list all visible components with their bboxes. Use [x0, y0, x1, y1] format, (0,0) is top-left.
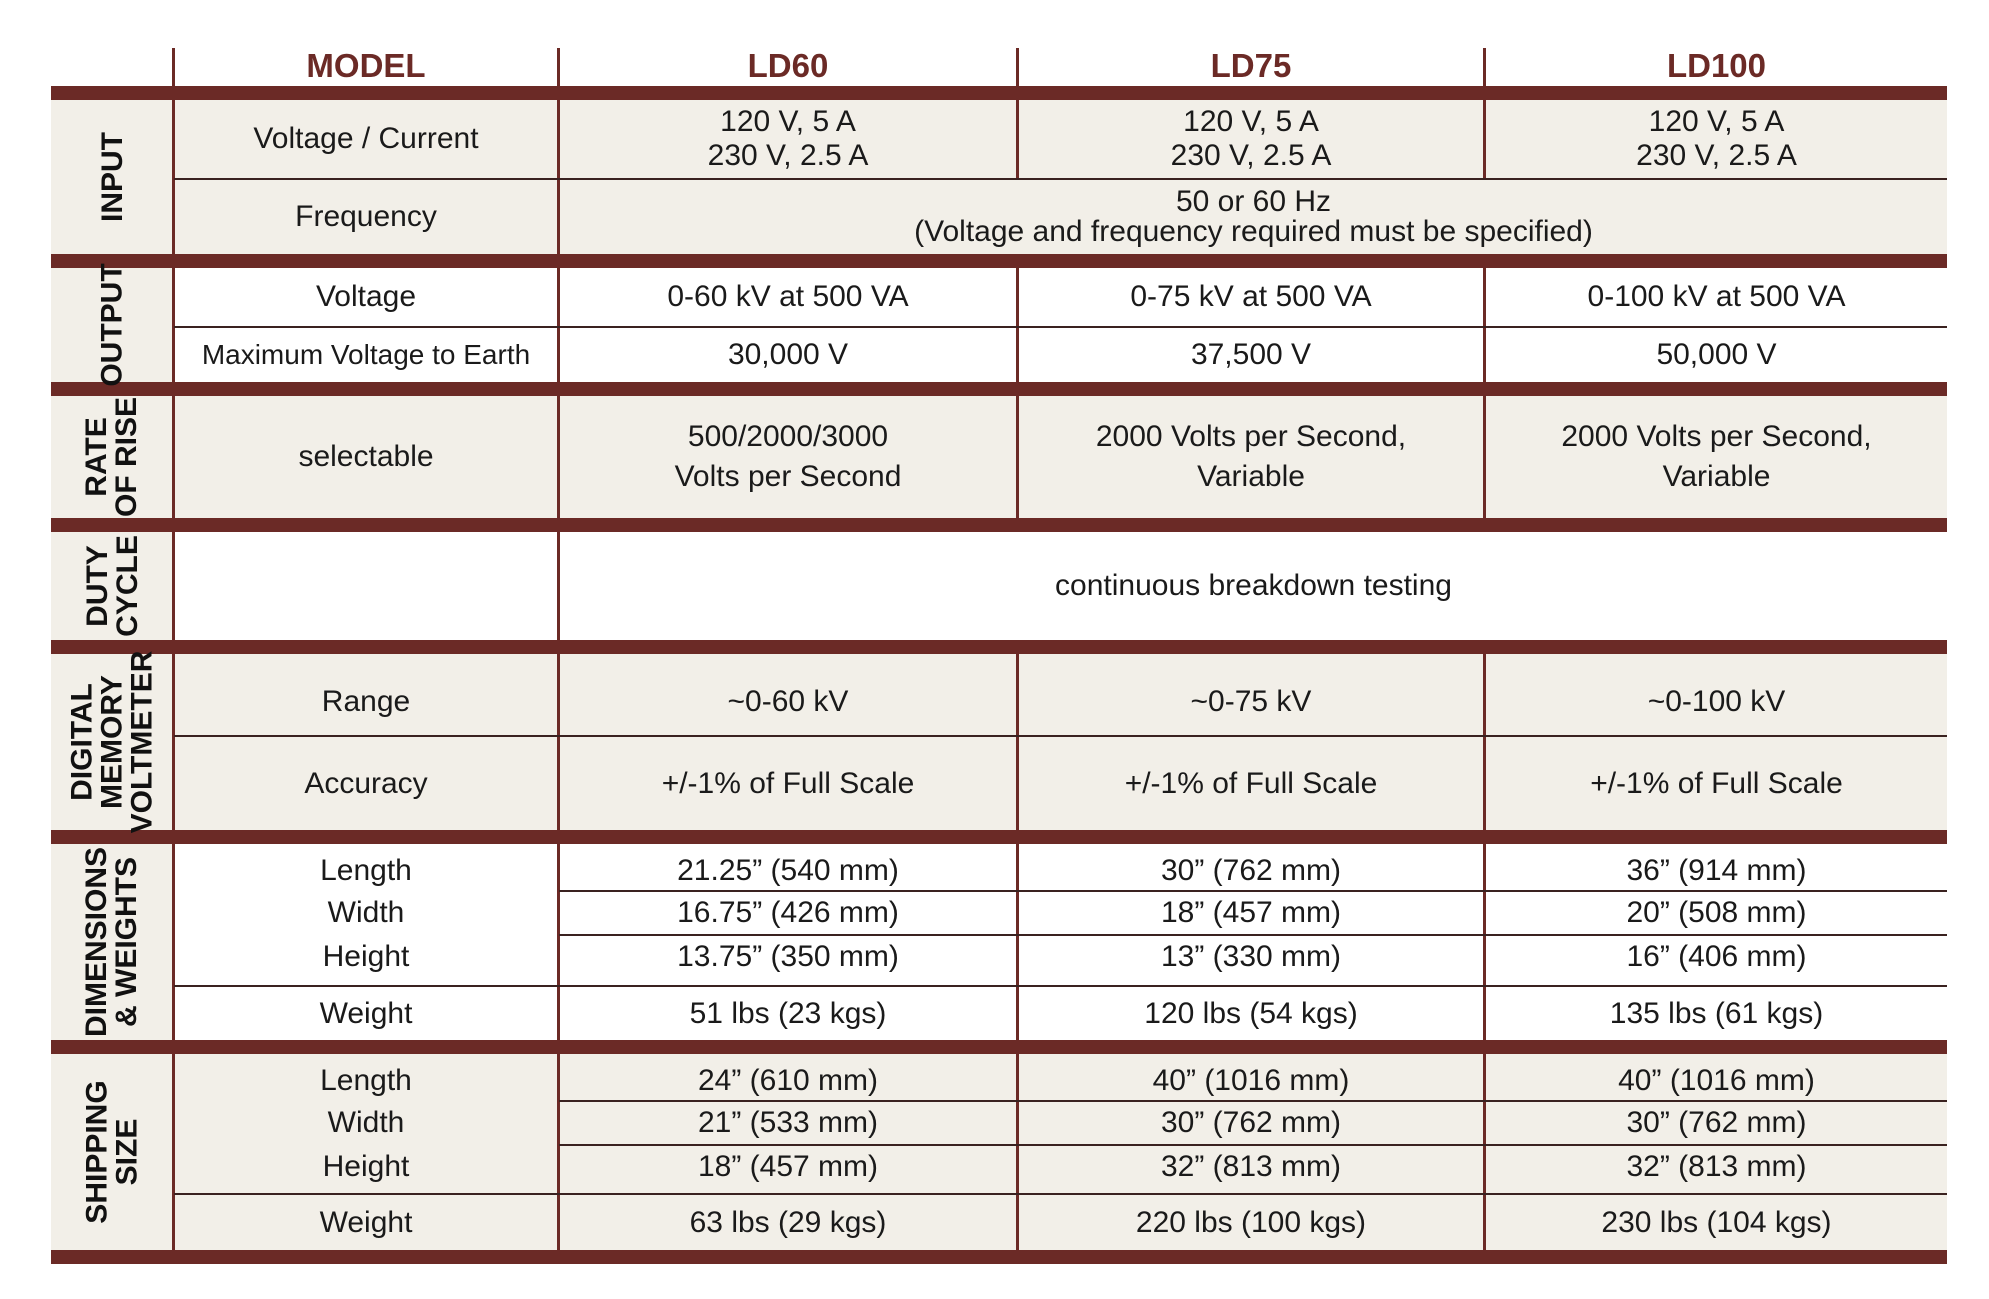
category-shipping-line2: SIZE [110, 1118, 144, 1186]
ship-ld100-height [1486, 1146, 1947, 1188]
ld75-header-label: LD75 [1210, 47, 1292, 84]
dim-length-label [175, 852, 557, 890]
ld60-header-label: LD60 [747, 47, 829, 84]
ship-ld60-width-text: 21” (533 mm) [697, 1106, 879, 1140]
rate-ld75-line1: 2000 Volts per Second, [1095, 419, 1407, 453]
rate-ld100 [1486, 396, 1947, 518]
ship-length-label-text: Length [320, 1064, 412, 1098]
category-dimensions [51, 844, 174, 1040]
output-max-voltage-ld60-text: 30,000 V [727, 338, 849, 372]
voltmeter-range-label-text: Range [321, 684, 411, 718]
voltmeter-range-ld60 [560, 668, 1016, 735]
input-frequency-value [560, 180, 1947, 254]
dim-ld60-width-text: 16.75” (426 mm) [677, 896, 899, 930]
category-rate-of-rise [51, 396, 174, 518]
ld75-vc-line2: 230 V, 2.5 A [1170, 139, 1332, 172]
output-voltage-label-text: Voltage [315, 280, 417, 314]
output-max-voltage-label [175, 328, 557, 382]
ship-ld75-width-text: 30” (762 mm) [1160, 1106, 1342, 1140]
category-voltmeter-line3: VOLTMETER [125, 650, 159, 834]
rate-ld60 [560, 396, 1016, 518]
input-frequency-label-text: Frequency [295, 200, 437, 234]
rate-ld60-line2: Volts per Second [674, 460, 902, 493]
ld100-vc-line1: 120 V, 5 A [1648, 105, 1785, 139]
ld60-vc-line2: 230 V, 2.5 A [707, 139, 869, 172]
input-voltage-current-label [175, 100, 557, 178]
ship-ld75-width [1019, 1102, 1483, 1144]
category-shipping-line1: SHIPPING [80, 1080, 114, 1224]
ship-width-label-text: Width [327, 1106, 405, 1140]
category-output-label: OUTPUT [95, 263, 129, 387]
dim-height-label [175, 936, 557, 978]
rate-band [51, 518, 1947, 532]
model-header-label: MODEL [306, 47, 426, 84]
dim-ld60-length [560, 852, 1016, 890]
ld75-vc-line1: 120 V, 5 A [1183, 105, 1319, 139]
ship-ld75-height-text: 32” (813 mm) [1160, 1150, 1342, 1184]
duty-cycle-value-text: continuous breakdown testing [1055, 569, 1452, 603]
voltmeter-range-label [175, 668, 557, 735]
dim-ld75-width-text: 18” (457 mm) [1160, 896, 1342, 930]
category-duty-line1: DUTY [80, 545, 114, 627]
dim-width-label [175, 892, 557, 934]
output-voltage-ld60-text: 0-60 kV at 500 VA [667, 280, 909, 314]
dim-ld60-width [560, 892, 1016, 934]
ship-weight-label [175, 1195, 557, 1250]
dim-weight-label [175, 987, 557, 1040]
category-rate-line1: RATE [80, 417, 114, 497]
ship-ld100-length [1486, 1062, 1947, 1100]
voltmeter-accuracy-label-text: Accuracy [304, 766, 428, 800]
dim-ld60-height-text: 13.75” (350 mm) [677, 940, 899, 974]
rate-ld75 [1019, 396, 1483, 518]
dim-ld100-weight [1486, 987, 1947, 1040]
dim-ld75-length-text: 30” (762 mm) [1160, 854, 1342, 888]
voltmeter-range-ld75 [1019, 668, 1483, 735]
voltmeter-accuracy-ld75 [1019, 737, 1483, 830]
category-rate-line2: OF RISE [110, 396, 144, 518]
ship-ld100-width-text: 30” (762 mm) [1626, 1106, 1807, 1140]
ld75-header [1019, 40, 1483, 92]
category-input-label: INPUT [95, 132, 129, 222]
dim-ld100-height [1486, 936, 1947, 978]
input-voltage-current-ld75 [1019, 100, 1483, 178]
voltmeter-range-ld60-text: ~0-60 kV [727, 684, 849, 718]
output-band [51, 382, 1947, 396]
output-voltage-ld75 [1019, 268, 1483, 326]
ship-width-label [175, 1102, 557, 1144]
dim-weight-label-text: Weight [319, 996, 413, 1030]
input-voltage-current-ld60 [560, 100, 1016, 178]
voltmeter-band [51, 830, 1947, 844]
duty-band [51, 640, 1947, 654]
output-max-voltage-ld60 [560, 328, 1016, 382]
dim-ld100-height-text: 16” (406 mm) [1626, 940, 1807, 974]
category-voltmeter-line1: DIGITAL [65, 683, 99, 801]
ld100-vc-line2: 230 V, 2.5 A [1636, 139, 1797, 172]
ship-ld60-weight [560, 1195, 1016, 1250]
voltmeter-accuracy-ld75-text: +/-1% of Full Scale [1124, 766, 1378, 800]
ship-ld100-length-text: 40” (1016 mm) [1618, 1064, 1815, 1098]
model-header [175, 40, 557, 92]
category-voltmeter-line2: MEMORY [95, 675, 129, 809]
voltmeter-accuracy-ld100-text: +/-1% of Full Scale [1590, 766, 1843, 800]
output-voltage-label [175, 268, 557, 326]
dim-ld60-weight-text: 51 lbs (23 kgs) [689, 996, 887, 1030]
dim-ld100-width-text: 20” (508 mm) [1626, 896, 1807, 930]
input-voltage-current-label-text: Voltage / Current [253, 122, 479, 156]
rate-ld100-line2: Variable [1662, 460, 1771, 493]
ship-ld60-height [560, 1146, 1016, 1188]
output-max-voltage-ld75 [1019, 328, 1483, 382]
ship-ld75-height [1019, 1146, 1483, 1188]
ship-ld75-weight-text: 220 lbs (100 kgs) [1135, 1205, 1367, 1239]
category-output [51, 263, 174, 387]
duty-cycle-value [560, 532, 1947, 640]
dim-ld75-height [1019, 936, 1483, 978]
rate-ld75-line2: Variable [1197, 460, 1305, 493]
category-voltmeter [51, 650, 174, 834]
dim-ld75-weight-text: 120 lbs (54 kgs) [1144, 996, 1358, 1030]
bottom-band [51, 1250, 1947, 1264]
ship-weight-label-text: Weight [319, 1205, 413, 1239]
voltmeter-range-ld100 [1486, 668, 1947, 735]
category-dimensions-line2: & WEIGHTS [110, 857, 144, 1027]
dim-ld75-length [1019, 852, 1483, 890]
output-voltage-ld100-text: 0-100 kV at 500 VA [1587, 280, 1846, 314]
dim-height-label-text: Height [322, 940, 410, 974]
output-max-voltage-label-text: Maximum Voltage to Earth [201, 339, 531, 371]
ship-ld75-length-text: 40” (1016 mm) [1152, 1064, 1350, 1098]
dim-width-label-text: Width [327, 896, 405, 930]
ship-length-label [175, 1062, 557, 1100]
dim-ld60-weight [560, 987, 1016, 1040]
category-input [51, 100, 174, 254]
output-max-voltage-ld75-text: 37,500 V [1190, 338, 1312, 372]
ship-ld100-width [1486, 1102, 1947, 1144]
frequency-line2: (Voltage and frequency required must be specified) [914, 215, 1593, 248]
ship-ld75-length [1019, 1062, 1483, 1100]
voltmeter-range-ld100-text: ~0-100 kV [1647, 684, 1786, 718]
rate-ld100-line1: 2000 Volts per Second, [1561, 419, 1872, 453]
ship-height-label-text: Height [322, 1150, 410, 1184]
ship-ld100-height-text: 32” (813 mm) [1626, 1150, 1807, 1184]
output-voltage-ld75-text: 0-75 kV at 500 VA [1130, 280, 1372, 314]
category-duty-line2: CYCLE [110, 535, 144, 637]
dim-ld100-width [1486, 892, 1947, 934]
voltmeter-accuracy-ld100 [1486, 737, 1947, 830]
dim-ld60-height [560, 936, 1016, 978]
frequency-line1: 50 or 60 Hz [1175, 185, 1332, 218]
input-frequency-label [175, 180, 557, 254]
category-dimensions-line1: DIMENSIONS [80, 846, 114, 1038]
ship-ld60-height-text: 18” (457 mm) [697, 1150, 879, 1184]
output-voltage-ld60 [560, 268, 1016, 326]
input-voltage-current-ld100 [1486, 100, 1947, 178]
dim-ld100-length [1486, 852, 1947, 890]
rate-ld60-line1: 500/2000/3000 [687, 419, 889, 453]
ld100-header [1486, 40, 1947, 92]
voltmeter-range-ld75-text: ~0-75 kV [1190, 684, 1312, 718]
dim-ld75-width [1019, 892, 1483, 934]
ld60-vc-line1: 120 V, 5 A [720, 105, 856, 139]
voltmeter-accuracy-ld60 [560, 737, 1016, 830]
dim-ld100-length-text: 36” (914 mm) [1626, 854, 1807, 888]
ship-ld100-weight-text: 230 lbs (104 kgs) [1601, 1205, 1832, 1239]
ship-ld60-length-text: 24” (610 mm) [697, 1064, 879, 1098]
output-voltage-ld100 [1486, 268, 1947, 326]
ld100-header-label: LD100 [1666, 47, 1767, 84]
rate-label-text: selectable [298, 440, 434, 474]
dimensions-band [51, 1040, 1947, 1054]
dim-ld75-height-text: 13” (330 mm) [1160, 940, 1342, 974]
ship-ld75-weight [1019, 1195, 1483, 1250]
dim-ld60-length-text: 21.25” (540 mm) [677, 854, 899, 888]
ship-height-label [175, 1146, 557, 1188]
dim-length-label-text: Length [320, 854, 412, 888]
ship-ld60-width [560, 1102, 1016, 1144]
output-max-voltage-ld100 [1486, 328, 1947, 382]
ld60-header [560, 40, 1016, 92]
category-shipping [51, 1054, 174, 1250]
ship-ld100-weight [1486, 1195, 1947, 1250]
category-duty-cycle [51, 532, 174, 640]
voltmeter-accuracy-ld60-text: +/-1% of Full Scale [661, 766, 915, 800]
dim-ld75-weight [1019, 987, 1483, 1040]
dim-ld100-weight-text: 135 lbs (61 kgs) [1609, 996, 1824, 1030]
voltmeter-accuracy-label [175, 737, 557, 830]
rate-label [175, 396, 557, 518]
ship-ld60-weight-text: 63 lbs (29 kgs) [689, 1205, 887, 1239]
input-band [51, 254, 1947, 268]
ship-ld60-length [560, 1062, 1016, 1100]
output-max-voltage-ld100-text: 50,000 V [1656, 338, 1777, 372]
